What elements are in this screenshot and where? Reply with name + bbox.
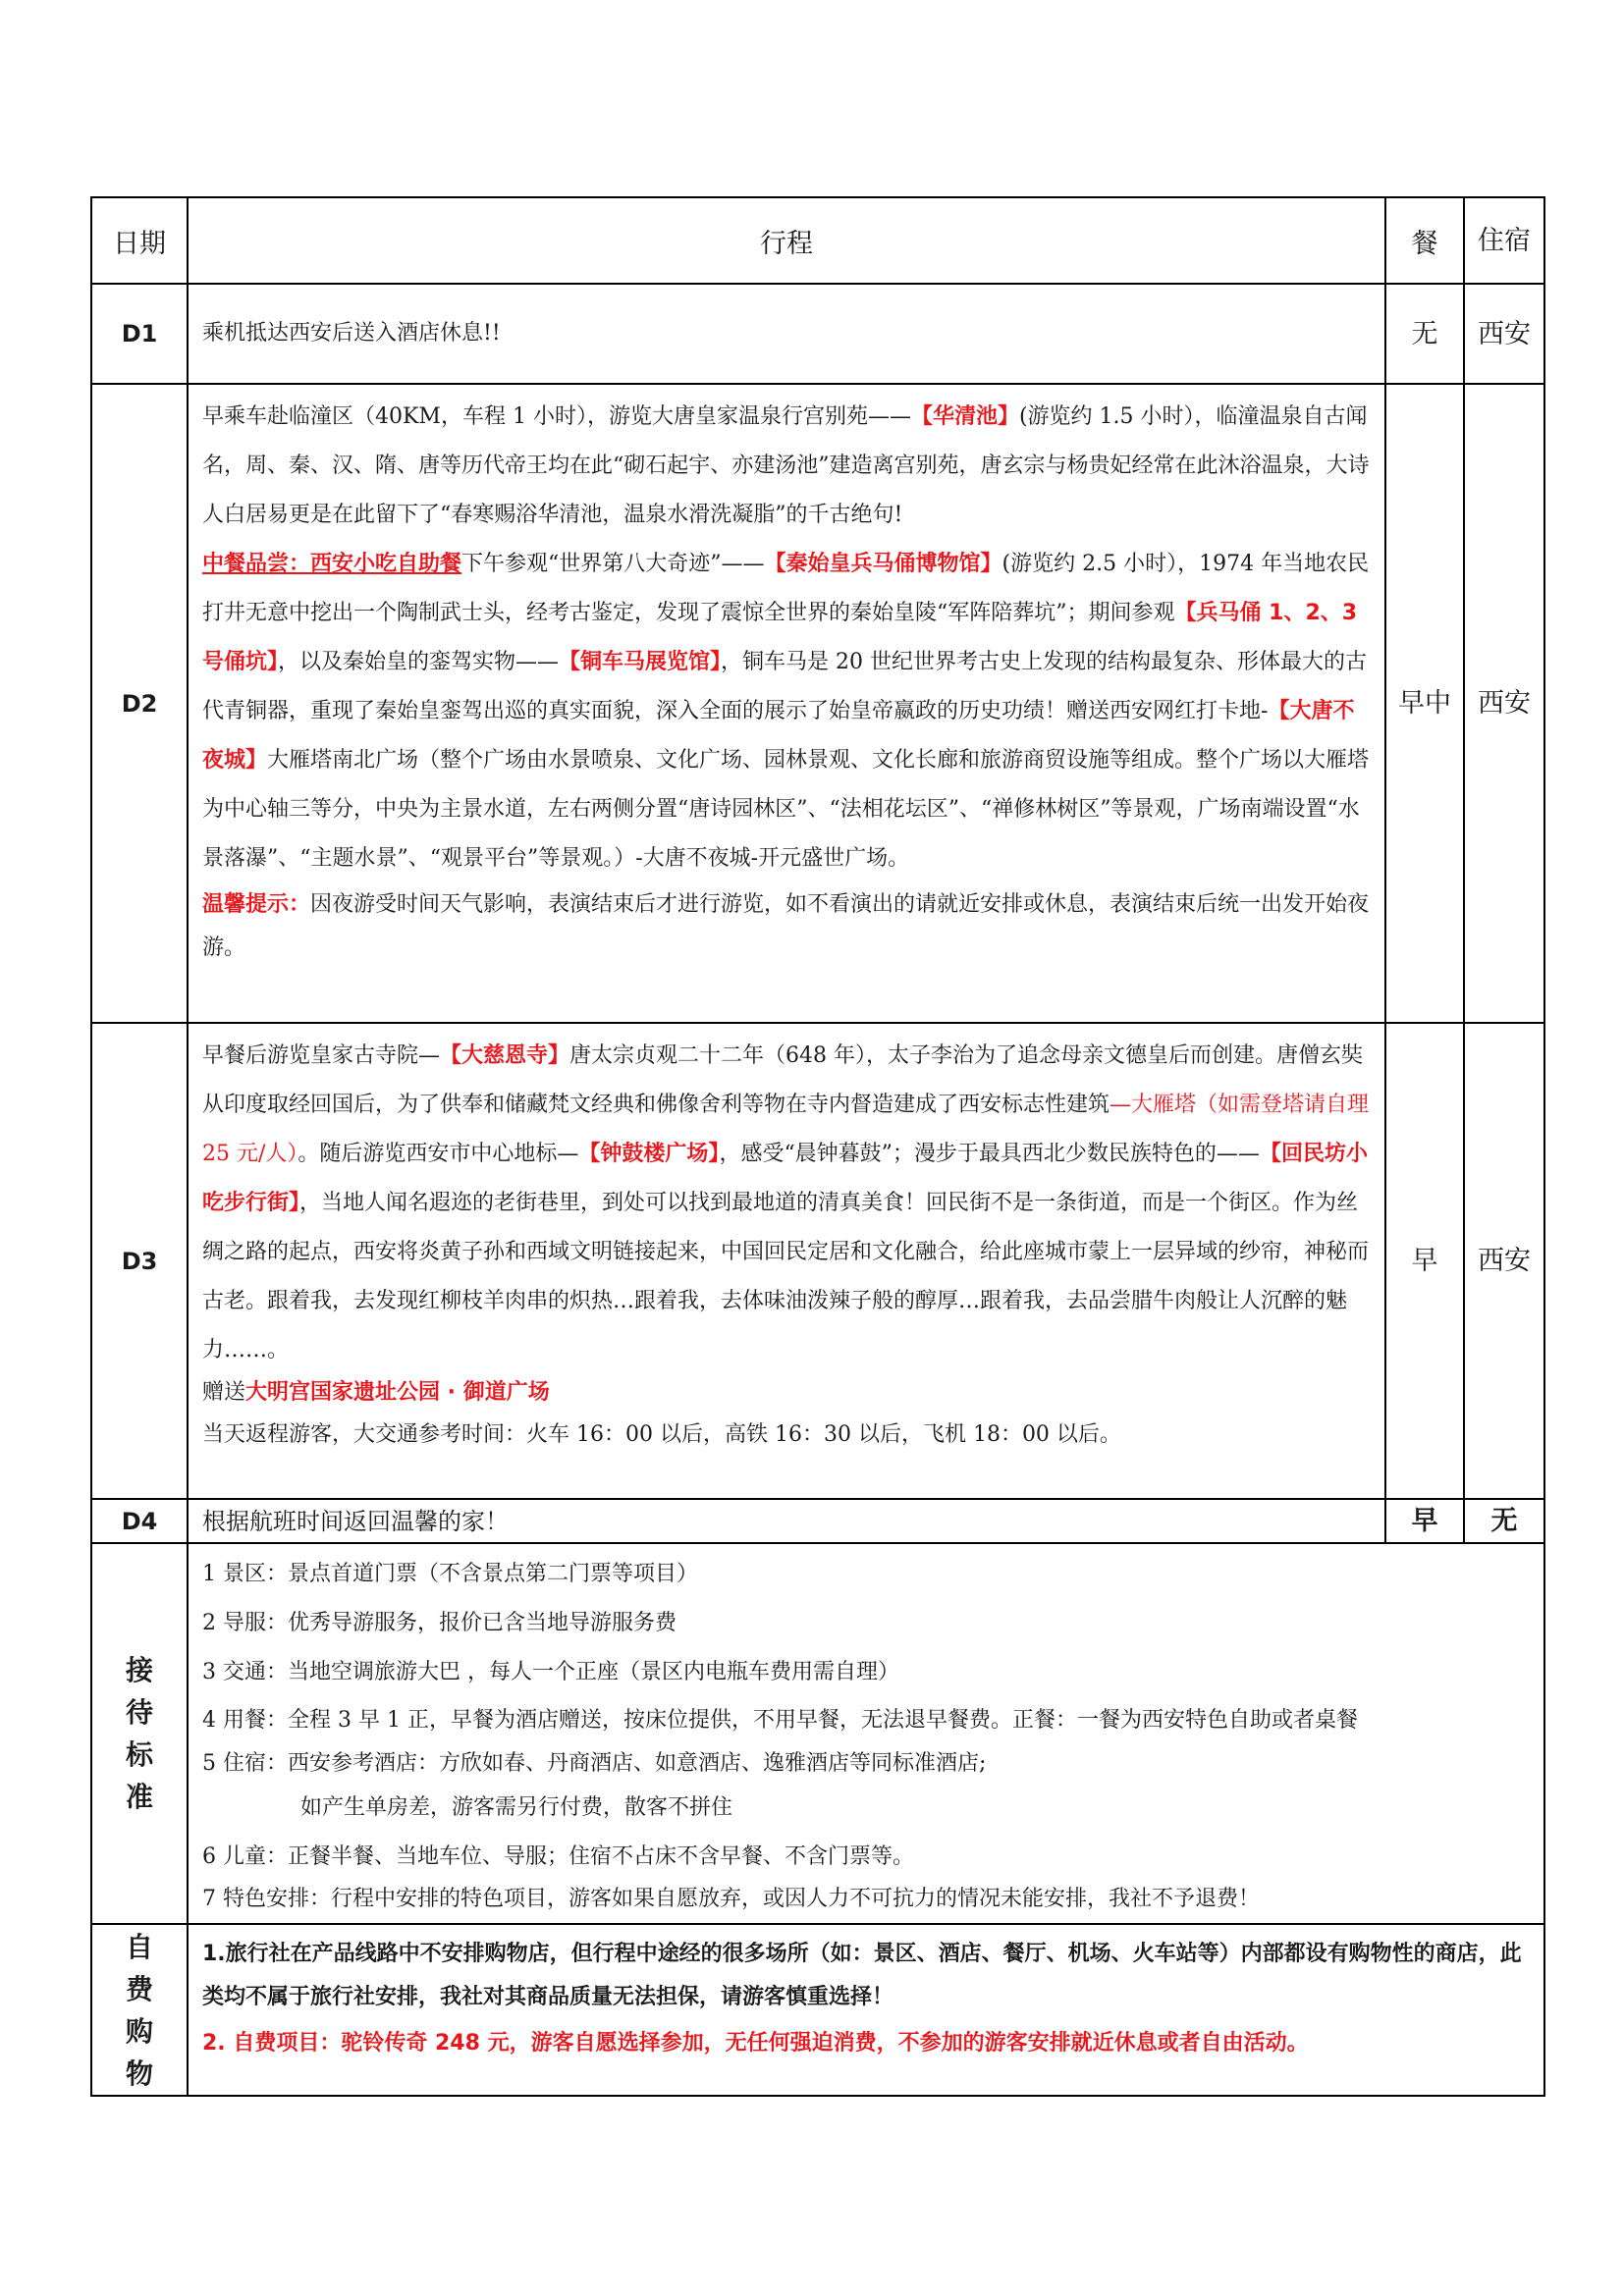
text-run: (游览约 1.5 小时），临潼温泉自古闻名，周、秦、汉、隋、唐等历代帝王均在此“砌石起宇、亦建汤池”建造离宫别苑，唐玄宗与杨贵妃经常在此沐浴温泉，大诗人白居易更是在此留下了“春寒赐浴华清池，温泉水滑洗凝脂”的千古绝句! bbox=[202, 404, 1370, 527]
text-run: 唐太宗贞观二十二年（648 年），太子李治为了追念母亲文德皇后而创建。唐僧玄奘从印度取经回国后，为了供奉和储藏梵文经典和佛像舍利等物在寺内督造建成了西安标志性建筑 bbox=[202, 1043, 1364, 1117]
attraction-name: 大明宫国家遗址公园 · 御道广场 bbox=[245, 1380, 550, 1405]
shopping-notes bbox=[188, 1924, 1544, 2096]
day-text: 乘机抵达西安后送入酒店休息!! bbox=[202, 321, 501, 346]
text-run: 早乘车赴临潼区（40KM，车程 1 小时），游览大唐皇家温泉行宫别苑—— bbox=[202, 404, 911, 429]
day-itinerary bbox=[188, 384, 1385, 1023]
day-label: D2 bbox=[91, 384, 188, 1023]
tip-label: 温馨提示： bbox=[202, 892, 311, 917]
day-lodging: 西安 bbox=[1464, 284, 1544, 384]
attraction-name: 【兵马俑 1、2、3 号俑坑】 bbox=[202, 601, 1358, 674]
shopping-label: 自费购物 bbox=[91, 1924, 188, 2096]
shopping-row bbox=[91, 1924, 1544, 2096]
attraction-name: 【大慈恩寺】 bbox=[440, 1043, 570, 1068]
day-row-d2 bbox=[91, 384, 1544, 1023]
list-item: 6 儿童：正餐半餐、当地车位、导服；住宿不占床不含早餐、不含门票等。 bbox=[202, 1844, 914, 1869]
list-item: 3 交通：当地空调旅游大巴 ，每人一个正座（景区内电瓶车费用需自理） bbox=[202, 1660, 899, 1684]
standards-label: 接待标准 bbox=[91, 1543, 188, 1924]
day-text: 根据航班时间返回温馨的家！ bbox=[202, 1507, 509, 1535]
standards-row bbox=[91, 1543, 1544, 1924]
day-lodging: 西安 bbox=[1464, 1023, 1544, 1499]
day-itinerary bbox=[188, 284, 1385, 384]
attraction-name: 【钟鼓楼广场】 bbox=[578, 1142, 720, 1166]
day-meal: 无 bbox=[1385, 284, 1464, 384]
text-run: ，感受“晨钟暮鼓”；漫步于最具西北少数民族特色的—— bbox=[719, 1142, 1260, 1166]
gift-paragraph bbox=[202, 1375, 1371, 1411]
shopping-item: 1.旅行社在产品线路中不安排购物店，但行程中途经的很多场所（如：景区、酒店、餐厅、机场、火车站等）内部都设有购物性的商店，此类均不属于旅行社安排，我社对其商品质量无法担保，请游客慎重选择！ bbox=[202, 1942, 1522, 2009]
attraction-name: 【秦始皇兵马俑博物馆】 bbox=[764, 552, 1002, 576]
day-label: D1 bbox=[91, 284, 188, 384]
list-item: 1 景区：景点首道门票（不含景点第二门票等项目） bbox=[202, 1562, 698, 1586]
header-meal: 餐 bbox=[1385, 197, 1464, 284]
day-itinerary bbox=[188, 1499, 1385, 1543]
day-row-d3 bbox=[91, 1023, 1544, 1499]
lunch-note: 中餐品尝：西安小吃自助餐 bbox=[202, 552, 462, 576]
day-meal: 早 bbox=[1385, 1499, 1464, 1543]
header-row bbox=[91, 197, 1544, 284]
day-row-d4 bbox=[91, 1499, 1544, 1543]
header-lodging: 住宿 bbox=[1464, 197, 1544, 284]
paragraph bbox=[202, 1032, 1371, 1375]
text-run: 早餐后游览皇家古寺院— bbox=[202, 1043, 441, 1068]
paragraph bbox=[202, 540, 1371, 883]
text-run: ，当地人闻名遐迩的老街巷里，到处可以找到最地道的清真美食！回民街不是一条街道，而是一个街区。作为丝绸之路的起点，西安将炎黄子孙和西域文明链接起来，中国回民定居和文化融合，给此座城市蒙上一层异域的纱帘，神秘而古老。跟着我，去发现红柳枝羊肉串的炽热…跟着我，去体味油泼辣子般的醇厚…跟着我，去品尝腊牛肉般让人沉醉的魅力……。 bbox=[202, 1191, 1370, 1362]
list-item: 4 用餐：全程 3 早 1 正，早餐为酒店赠送，按床位提供，不用早餐，无法退早餐费。正餐：一餐为西安特色自助或者桌餐 bbox=[202, 1708, 1358, 1733]
header-itinerary: 行程 bbox=[188, 197, 1385, 284]
attraction-name: 【铜车马展览馆】 bbox=[559, 650, 722, 674]
list-item: 5 住宿：西安参考酒店：方欣如春、丹商酒店、如意酒店、逸雅酒店等同标准酒店; bbox=[202, 1751, 987, 1776]
text-run: 当天返程游客，大交通参考时间：火车 16：00 以后，高铁 16：30 以后，飞机 18：00 以后。 bbox=[202, 1422, 1121, 1447]
tip-text: 因夜游受时间天气影响，表演结束后才进行游览，如不看演出的请就近安排或休息，表演结束后统一出发开始夜游。 bbox=[202, 892, 1370, 960]
itinerary-table bbox=[90, 196, 1545, 2097]
paragraph bbox=[202, 393, 1371, 540]
day-label: D4 bbox=[91, 1499, 188, 1543]
list-item: 7 特色安排：行程中安排的特色项目，游客如果自愿放弃，或因人力不可抗力的情况未能安排，我社不予退费！ bbox=[202, 1887, 1260, 1911]
text-run: (游览约 2.5 小时），1974 年当地农民打井无意中挖出一个陶制武士头，经考古鉴定，发现了震惊全世界的秦始皇陵“军阵陪葬坑”；期间参观 bbox=[202, 552, 1370, 625]
text-run: ，以及秦始皇的銮驾实物—— bbox=[278, 650, 560, 674]
shopping-item: 2. 自费项目：驼铃传奇 248 元，游客自愿选择参加，无任何强迫消费，不参加的游客安排就近休息或者自由活动。 bbox=[202, 2031, 1309, 2056]
header-date: 日期 bbox=[91, 197, 188, 284]
day-row-d1 bbox=[91, 284, 1544, 384]
text-run: 赠送 bbox=[202, 1380, 246, 1405]
list-item: 2 导服：优秀导游服务，报价已含当地导游服务费 bbox=[202, 1611, 677, 1635]
day-itinerary bbox=[188, 1023, 1385, 1499]
text-run: 。随后游览西安市中心地标— bbox=[298, 1142, 579, 1166]
day-label: D3 bbox=[91, 1023, 188, 1499]
tip-paragraph bbox=[202, 883, 1371, 970]
attraction-name: 【回民坊小吃步行街】 bbox=[202, 1142, 1368, 1215]
text-run: 大雁塔南北广场（整个广场由水景喷泉、文化广场、园林景观、文化长廊和旅游商贸设施等组成。整个广场以大雁塔为中心轴三等分，中央为主景水道，左右两侧分置“唐诗园林区”、“法相花坛区”、“禅修林树区”等景观，广场南端设置“水景落瀑”、“主题水景”、“观景平台”等景观。）-大唐不夜城-开元盛世广场。 bbox=[202, 748, 1370, 871]
list-item: 如产生单房差，游客需另行付费，散客不拼住 bbox=[300, 1795, 733, 1820]
day-meal: 早中 bbox=[1385, 384, 1464, 1023]
day-meal: 早 bbox=[1385, 1023, 1464, 1499]
day-lodging: 无 bbox=[1464, 1499, 1544, 1543]
fee-note: —大雁塔（如需登塔请自理 25 元/人） bbox=[202, 1093, 1370, 1166]
return-paragraph bbox=[202, 1411, 1371, 1460]
text-run: 下午参观“世界第八大奇迹”—— bbox=[461, 552, 765, 576]
text-run: ，铜车马是 20 世纪世界考古史上发现的结构最复杂、形体最大的古代青铜器，重现了秦始皇銮驾出巡的真实面貌，深入全面的展示了始皇帝嬴政的历史功绩！赠送西安网红打卡地- bbox=[202, 650, 1368, 723]
attraction-name: 【华清池】 bbox=[910, 404, 1019, 429]
standards-list bbox=[188, 1543, 1544, 1924]
day-lodging: 西安 bbox=[1464, 384, 1544, 1023]
attraction-name: 【大唐不夜城】 bbox=[202, 699, 1355, 773]
